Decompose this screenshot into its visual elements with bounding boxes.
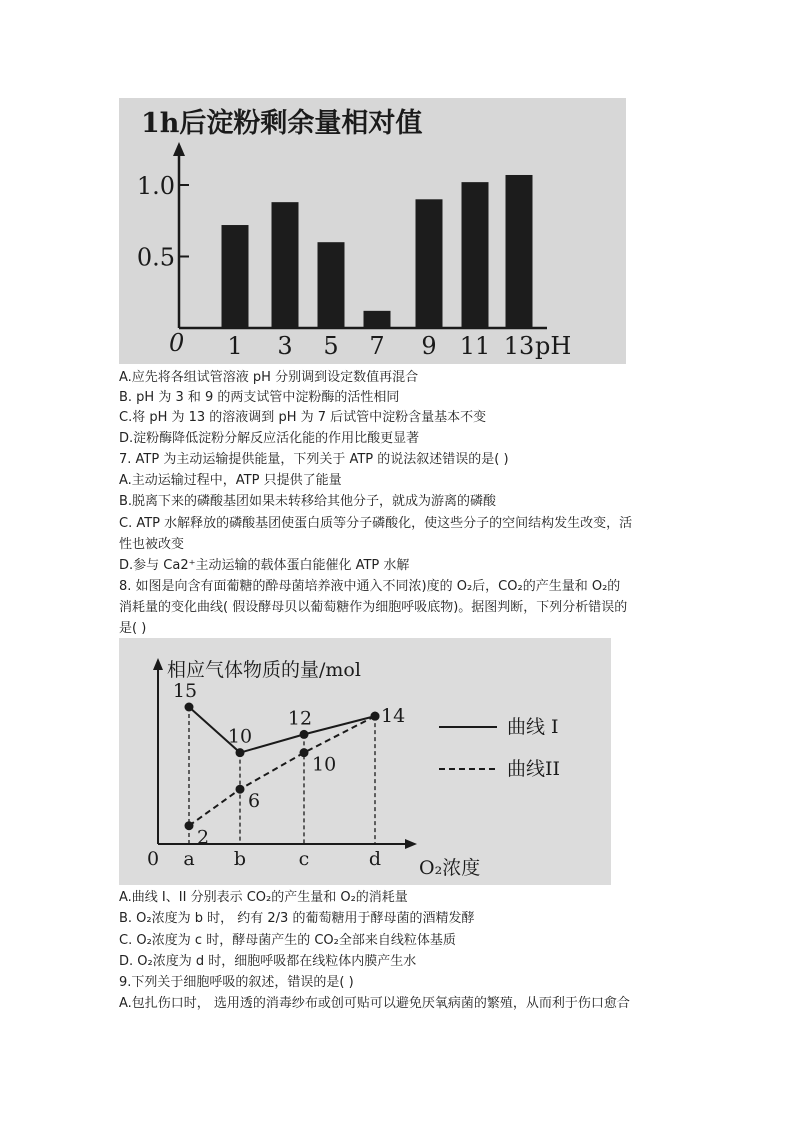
chart2-legend-series-1: 曲线 I: [507, 716, 559, 738]
chart1-xtick-label: 5: [323, 332, 339, 360]
q7-option-c-line1: C. ATP 水解释放的磷酸基团使蛋白质等分子磷酸化，使这些分子的空间结构发生改变，活: [119, 516, 633, 531]
chart2-series-2-point: [371, 712, 380, 721]
chart1-origin-label: 0: [169, 329, 185, 357]
chart1-bar: [506, 175, 533, 328]
q6-option-c: C.将 pH 为 13 的溶液调到 pH 为 7 后试管中淀粉含量基本不变: [119, 410, 487, 425]
q7-option-b: B.脱离下来的磷酸基团如果未转移给其他分子，就成为游离的磷酸: [119, 494, 497, 509]
chart1-bar: [364, 311, 391, 328]
chart1-bar: [462, 182, 489, 328]
chart1-xunit-label: pH: [535, 332, 572, 360]
chart2-series-2-point: [185, 821, 194, 830]
q8-stem-line3: 是( ): [119, 621, 147, 636]
chart2-series-2-point: [236, 785, 245, 794]
q9-stem: 9.下列关于细胞呼吸的叙述，错误的是( ): [119, 975, 354, 990]
q8-option-a: A.曲线 I、II 分别表示 CO₂的产生量和 O₂的消耗量: [119, 890, 408, 905]
chart2-ylabel: 相应气体物质的量/mol: [167, 659, 361, 681]
chart2-legend-series-2: 曲线II: [507, 758, 561, 780]
q6-option-b: B. pH 为 3 和 9 的两支试管中淀粉酶的活性相同: [119, 390, 400, 405]
chart1-ytick-label: 1.0: [136, 172, 175, 200]
q6-option-d: D.淀粉酶降低淀粉分解反应活化能的作用比酸更显著: [119, 431, 420, 446]
chart2-series-1-value-label: 12: [287, 707, 313, 730]
chart1-ytick-label: 0.5: [136, 243, 175, 272]
q7-option-a: A.主动运输过程中，ATP 只提供了能量: [119, 473, 342, 488]
q9-option-a: A.包扎伤口时， 选用透的消毒纱布或创可贴可以避免厌氧病菌的繁殖，从而利于伤口愈合: [119, 996, 630, 1011]
chart1-bar: [318, 242, 345, 328]
chart2-xtick-label: a: [183, 848, 195, 870]
chart1-xtick-label: 3: [277, 332, 293, 360]
q8-option-d: D. O₂浓度为 d 时，细胞呼吸都在线粒体内膜产生水: [119, 954, 417, 969]
chart2-xtick-label: d: [368, 848, 382, 870]
q8-option-c: C. O₂浓度为 c 时，酵母菌产生的 CO₂全部来自线粒体基质: [119, 933, 456, 948]
chart2-series-1-point: [185, 703, 194, 712]
q7-option-d: D.参与 Ca2⁺主动运输的载体蛋白能催化 ATP 水解: [119, 558, 410, 573]
chart1-bar: [222, 225, 249, 328]
chart2-xtick-label: b: [233, 848, 247, 870]
chart1-bar: [416, 199, 443, 328]
chart1-xtick-label: 7: [369, 332, 385, 360]
q6-option-a: A.应先将各组试管溶液 pH 分别调到设定数值再混合: [119, 370, 419, 385]
chart1-bar: [272, 202, 299, 328]
q7-stem: 7. ATP 为主动运输提供能量，下列关于 ATP 的说法叙述错误的是( ): [119, 452, 509, 467]
chart2-series-2-value-label: 6: [248, 790, 261, 813]
chart1-xtick-label: 13: [503, 332, 535, 360]
chart1-xtick-label: 9: [421, 332, 437, 360]
chart2-series-1-point: [236, 748, 245, 757]
q7-option-c-line2: 性也被改变: [119, 537, 185, 552]
chart2-xtick-label: c: [298, 848, 310, 870]
gas-line-chart: [119, 638, 611, 885]
chart2-xlabel: O₂浓度: [419, 857, 481, 879]
chart1-xtick-label: 11: [459, 332, 491, 360]
chart2-series-1-value-label: 10: [227, 725, 253, 748]
chart2-series-1-value-label: 14: [381, 705, 406, 728]
chart2-origin-label: 0: [147, 848, 160, 870]
chart1-ylabel: 1h后淀粉剩余量相对值: [141, 108, 423, 139]
chart2-series-1-point: [300, 730, 309, 739]
chart2-series-2-value-label: 2: [197, 826, 210, 849]
chart2-series-2-point: [300, 748, 309, 757]
q8-stem-line2: 消耗量的变化曲线( 假设酵母贝以葡萄糖作为细胞呼吸底物)。据图判断，下列分析错误的: [119, 600, 628, 615]
starch-bar-chart: [119, 98, 626, 364]
chart2-series-1-value-label: 15: [172, 680, 198, 702]
q8-option-b: B. O₂浓度为 b 时， 约有 2/3 的葡萄糖用于酵母菌的酒精发酵: [119, 911, 475, 926]
chart1-xtick-label: 1: [227, 332, 243, 360]
q8-stem-line1: 8. 如图是向含有面葡糖的酔母菌培养液中通入不同浓)度的 O₂后，CO₂的产生量和 O₂的: [119, 579, 621, 594]
chart2-series-2-value-label: 10: [312, 753, 337, 776]
